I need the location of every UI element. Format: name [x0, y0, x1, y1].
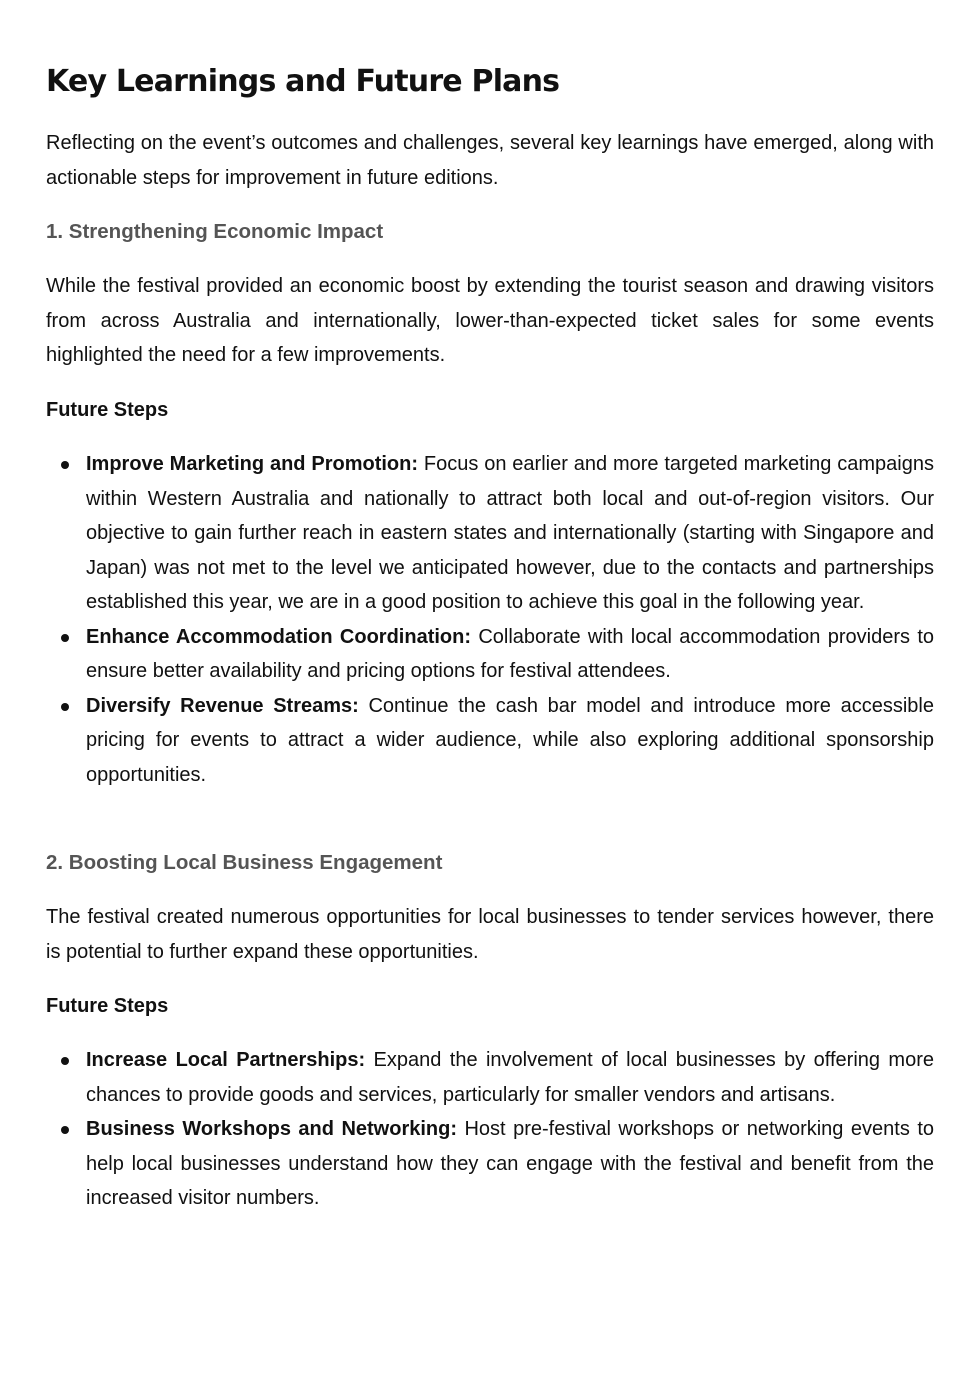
future-steps-list — [46, 1043, 934, 1216]
list-item — [46, 1043, 934, 1112]
step-title: Increase Local Partnerships: — [86, 1049, 366, 1071]
future-steps-heading: Future Steps — [46, 995, 169, 1017]
bullet-dot-icon — [61, 703, 69, 711]
step-title: Business Workshops and Networking: — [86, 1118, 458, 1140]
list-item — [46, 620, 934, 689]
future-steps-heading: Future Steps — [46, 399, 169, 421]
section-body-economic-impact: While the festival provided an economic boost by extending the tourist season and drawing visitors from across Australia and internationally, lower-than-expected ticket sales for some events highlighted the need for a few improvements. — [46, 275, 934, 366]
step-text: Continue the cash bar model and introduce more accessible pricing for events to attract a wider audience, while also exploring additional sponsorship opportunities. — [86, 694, 934, 786]
page-title: Key Learnings and Future Plans — [46, 64, 560, 99]
step-text: Host pre-festival workshops or networking events to help local businesses understand how they can engage with the festival and benefit from the increased visitor numbers. — [86, 1118, 934, 1209]
bullet-dot-icon — [61, 461, 69, 469]
bullet-dot-icon — [61, 634, 69, 642]
intro-paragraph: Reflecting on the event’s outcomes and challenges, several key learnings have emerged, along with actionable steps for improvement in future editions. — [46, 132, 934, 189]
future-steps-list — [46, 447, 934, 792]
section-heading-local-business: 2. Boosting Local Business Engagement — [46, 851, 443, 874]
section-heading-economic-impact: 1. Strengthening Economic Impact — [46, 220, 384, 243]
bullet-dot-icon — [61, 1126, 69, 1134]
bullet-dot-icon — [61, 1057, 69, 1065]
step-text: Collaborate with local accommodation providers to ensure better availability and pricing options for festival attendees. — [86, 625, 934, 682]
step-text: Focus on earlier and more targeted marketing campaigns within Western Australia and nationally to attract both local and out-of-region visitors. Our objective to gain further reach in eastern states and internationally (starting with Singapore and Japan) was not met to the level we anticipated however, due to the contacts and partnerships established this year, we are in a good position to achieve this goal in the following year. — [86, 453, 934, 613]
step-title: Improve Marketing and Promotion: — [86, 453, 419, 475]
step-title: Enhance Accommodation Coordination: — [86, 625, 472, 648]
step-text: Expand the involvement of local businesses by offering more chances to provide goods and services, particularly for smaller vendors and artisans. — [86, 1049, 934, 1106]
list-item — [46, 689, 934, 793]
list-item — [46, 447, 934, 620]
step-title: Diversify Revenue Streams: — [86, 694, 359, 717]
section-body-local-business: The festival created numerous opportunities for local businesses to tender services however, there is potential to further expand these opportunities. — [46, 906, 934, 963]
list-item — [46, 1112, 934, 1216]
